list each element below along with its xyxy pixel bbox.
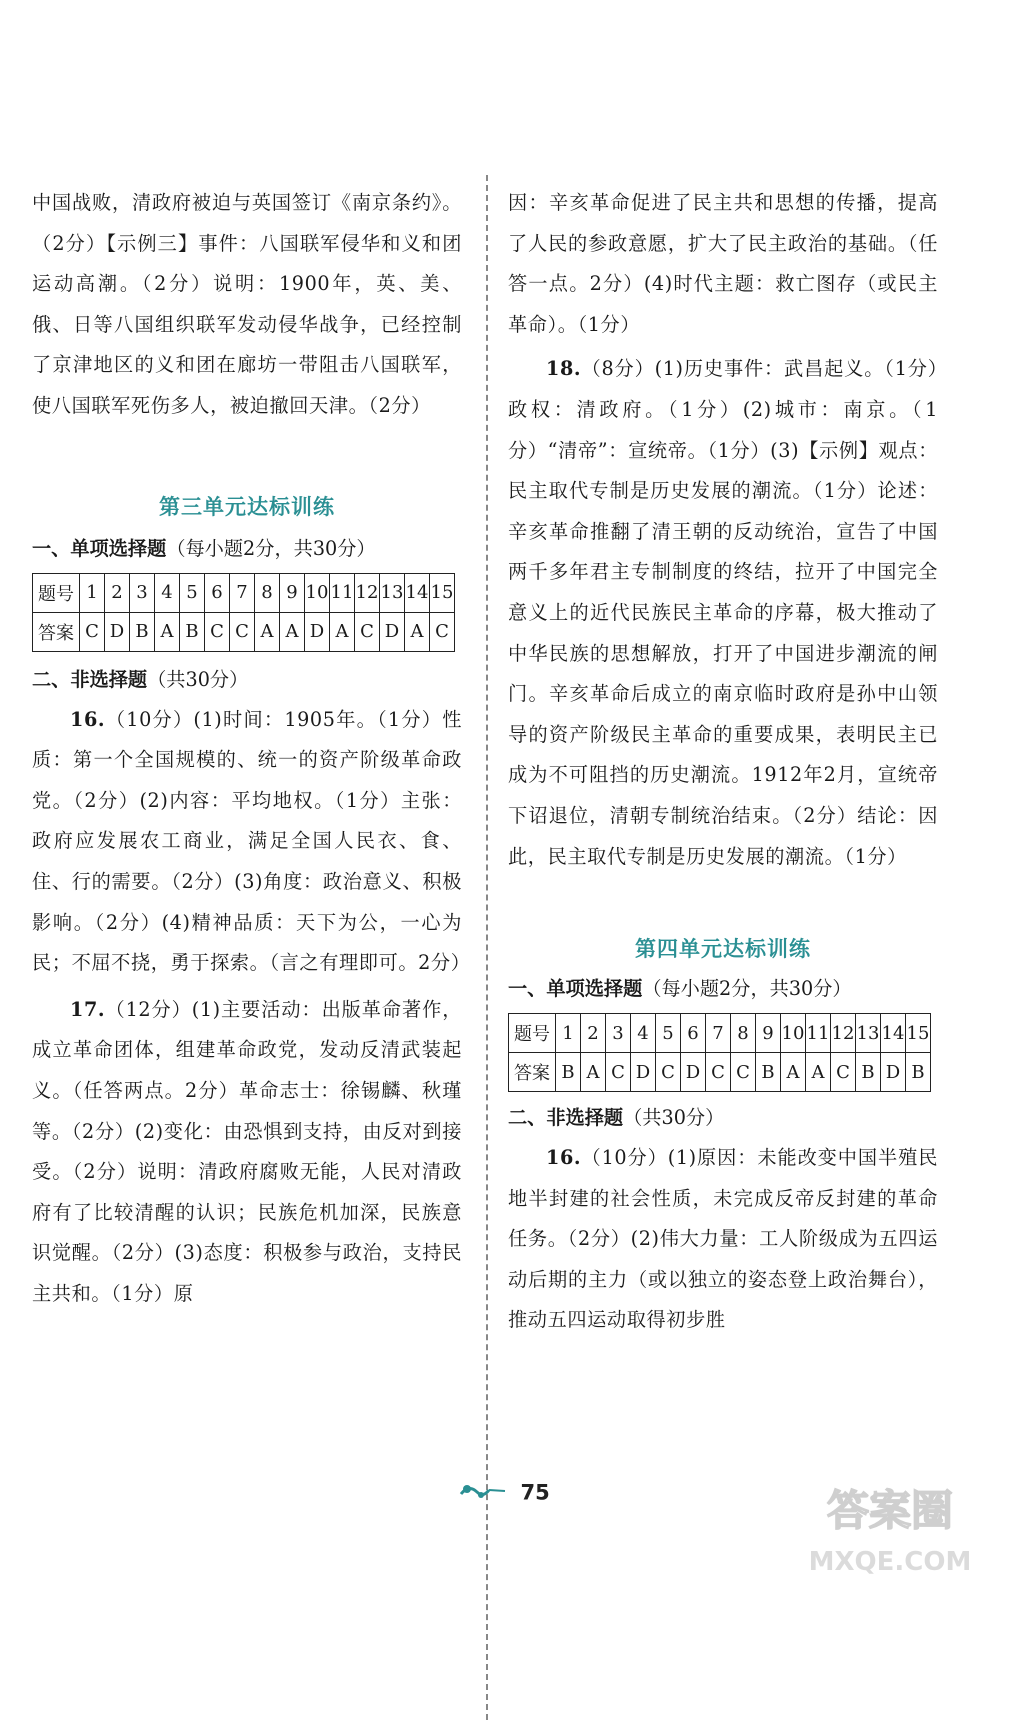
table-cell: 6	[681, 1014, 706, 1053]
table-cell: B	[180, 612, 205, 651]
table-cell: C	[706, 1053, 731, 1092]
table-cell: C	[230, 612, 255, 651]
table-cell: B	[556, 1053, 581, 1092]
table-cell: C	[430, 612, 455, 651]
unit4-q16: 16.（10分）(1)原因：未能改变中国半殖民地半封建的社会性质，未完成反帝反封建的革命任务。（2分）(2)伟大力量：工人阶级成为五四运动后期的主力（或以独立的姿态登上政治舞台），推动五四运动取得初步胜	[508, 1146, 938, 1332]
table-cell: 14	[881, 1014, 906, 1053]
watermark-domain: MXQE.COM	[808, 1547, 972, 1577]
table-cell: 10	[781, 1014, 806, 1053]
table-cell: 12	[355, 573, 380, 612]
table-cell: 13	[856, 1014, 881, 1053]
table-cell: C	[606, 1053, 631, 1092]
table-cell: B	[856, 1053, 881, 1092]
table-cell: A	[405, 612, 430, 651]
row-label: 题号	[33, 573, 80, 612]
table-row-numbers	[33, 573, 455, 612]
table-cell: 6	[205, 573, 230, 612]
table-cell: 15	[906, 1014, 931, 1053]
table-cell: 15	[430, 573, 455, 612]
table-cell: 1	[556, 1014, 581, 1053]
unit4-nc-heading: 二、非选择题（共30分）	[508, 1106, 725, 1130]
row-label: 答案	[33, 612, 80, 651]
intro-paragraph: 中国战败，清政府被迫与英国签订《南京条约》。（2分）【示例三】事件：八国联军侵华和义和团运动高潮。（2分）说明：1900年，英、美、俄、日等八国组织联军发动侵华战争，已经控制了京津地区的义和团在廊坊一带阻击八国联军，使八国联军死伤多人，被迫撤回天津。（2分）	[32, 191, 462, 417]
table-cell: A	[330, 612, 355, 651]
table-cell: C	[656, 1053, 681, 1092]
table-cell: 9	[280, 573, 305, 612]
table-cell: A	[280, 612, 305, 651]
unit4-answer-table	[508, 1013, 931, 1092]
table-cell: 3	[606, 1014, 631, 1053]
unit4-title: 第四单元达标训练	[635, 936, 811, 962]
table-cell: 13	[380, 573, 405, 612]
table-cell: C	[831, 1053, 856, 1092]
table-cell: 11	[806, 1014, 831, 1053]
table-cell: C	[205, 612, 230, 651]
table-cell: 5	[656, 1014, 681, 1053]
unit3-q18: 18.（8分）(1)历史事件：武昌起义。（1分）政权：清政府。（1分）(2)城市：南京。（1分）“清帝”：宣统帝。（1分）(3)【示例】观点：民主取代专制是历史发展的潮流。（1分）论述：辛亥革命推翻了清王朝的反动统治，宣告了中国两千多年君主专制制度的终结，拉开了中国完全意义上的近代民族民主革命的序幕，极大推动了中华民族的思想解放，打开了中国进步潮流的闸门。辛亥革命后成立的南京临时政府是孙中山领导的资产阶级民主革命的重要成果，表明民主已成为不可阻挡的历史潮流。1912年2月，宣统帝下诏退位，清朝专制统治结束。（2分）结论：因此，民主取代专制是历史发展的潮流。（1分）	[508, 357, 938, 868]
table-cell: 14	[405, 573, 430, 612]
watermark-text: 答案圈	[826, 1486, 954, 1535]
continued-paragraph: 因：辛亥革命促进了民主共和思想的传播，提高了人民的参政意愿，扩大了民主政治的基础。（任答一点。2分）(4)时代主题：救亡图存（或民主革命）。（1分）	[508, 191, 938, 336]
table-cell: 9	[756, 1014, 781, 1053]
watermark-logo	[795, 1465, 985, 1585]
unit3-q17: 17.（12分）(1)主要活动：出版革命著作，成立革命团体，组建革命政党，发动反清武装起义。（任答两点。2分）革命志士：徐锡麟、秋瑾等。（2分）(2)变化：由恐惧到支持，由反对到接受。（2分）说明：清政府腐败无能，人民对清政府有了比较清醒的认识；民族危机加深，民族意识觉醒。（2分）(3)态度：积极参与政治，支持民主共和。（1分）原	[32, 997, 462, 1305]
table-cell: 7	[706, 1014, 731, 1053]
unit3-nc-heading: 二、非选择题（共30分）	[32, 667, 249, 691]
table-cell: D	[305, 612, 330, 651]
table-row-answers	[509, 1053, 931, 1092]
row-label: 题号	[509, 1014, 556, 1053]
table-cell: C	[80, 612, 105, 651]
table-cell: 8	[255, 573, 280, 612]
unit3-title: 第三单元达标训练	[159, 493, 335, 519]
table-cell: D	[681, 1053, 706, 1092]
table-cell: D	[881, 1053, 906, 1092]
unit4-mc-heading: 一、单项选择题（每小题2分，共30分）	[508, 977, 852, 1001]
unit3-mc-heading: 一、单项选择题（每小题2分，共30分）	[32, 536, 376, 560]
table-cell: D	[105, 612, 130, 651]
table-cell: 11	[330, 573, 355, 612]
table-cell: C	[355, 612, 380, 651]
table-cell: 7	[230, 573, 255, 612]
unit3-q16: 16.（10分）(1)时间：1905年。（1分）性质：第一个全国规模的、统一的资产阶级革命政党。（2分）(2)内容：平均地权。（1分）主张：政府应发展农工商业，满足全国人民衣、食、住、行的需要。（2分）(3)角度：政治意义、积极影响。（2分）(4)精神品质：天下为公，一心为民；不屈不挠，勇于探索。（言之有理即可。2分）	[32, 707, 471, 975]
table-cell: C	[731, 1053, 756, 1092]
table-row-numbers	[509, 1014, 931, 1053]
table-cell: D	[631, 1053, 656, 1092]
table-cell: 5	[180, 573, 205, 612]
right-column	[508, 183, 938, 1341]
table-cell: A	[781, 1053, 806, 1092]
table-cell: 1	[80, 573, 105, 612]
table-cell: A	[155, 612, 180, 651]
unit3-answer-table	[32, 573, 455, 652]
table-cell: 4	[155, 573, 180, 612]
table-cell: B	[130, 612, 155, 651]
table-cell: 10	[305, 573, 330, 612]
row-label: 答案	[509, 1053, 556, 1092]
table-cell: 2	[581, 1014, 606, 1053]
table-cell: D	[380, 612, 405, 651]
table-cell: 3	[130, 573, 155, 612]
leaf-ornament-icon	[459, 1480, 507, 1507]
page-number: 75	[520, 1480, 550, 1505]
table-cell: 12	[831, 1014, 856, 1053]
table-cell: A	[581, 1053, 606, 1092]
table-cell: B	[906, 1053, 931, 1092]
table-cell: 2	[105, 573, 130, 612]
table-cell: A	[806, 1053, 831, 1092]
table-cell: 8	[731, 1014, 756, 1053]
table-cell: B	[756, 1053, 781, 1092]
table-cell: A	[255, 612, 280, 651]
table-row-answers	[33, 612, 455, 651]
left-column	[32, 183, 471, 1314]
table-cell: 4	[631, 1014, 656, 1053]
